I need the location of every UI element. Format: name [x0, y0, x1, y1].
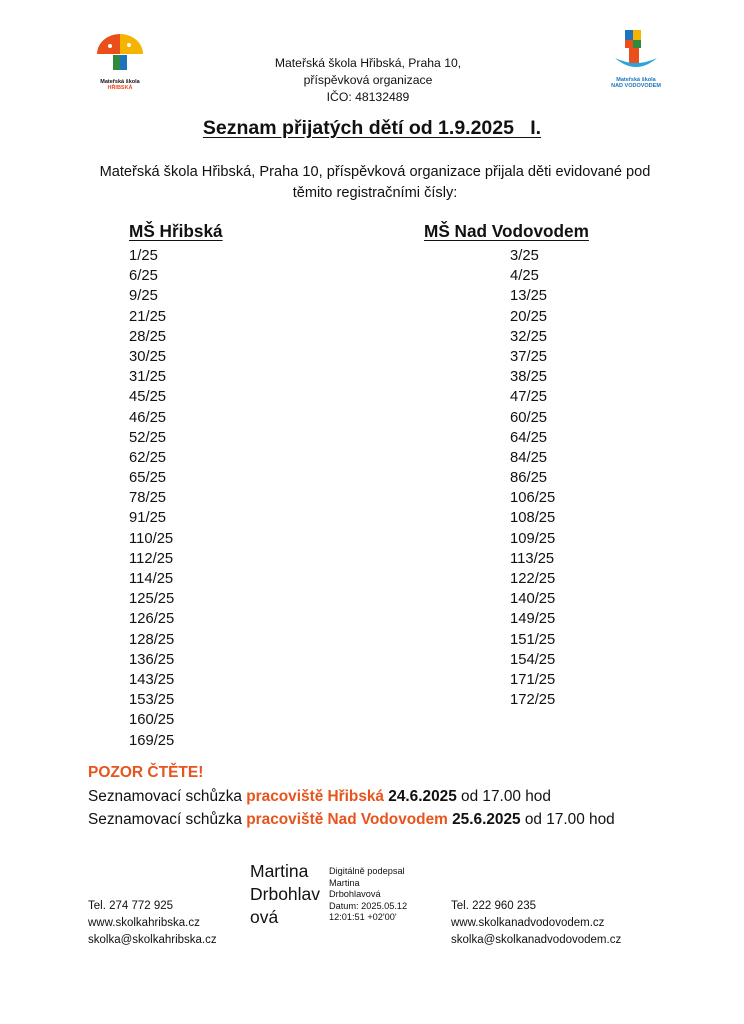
logo-caption-line2: NAD VODOVODEM: [611, 83, 661, 89]
registration-number: 45/25: [129, 389, 167, 406]
meeting-line-nad-vodovodem: [88, 811, 615, 829]
registration-number: 160/25: [129, 712, 175, 729]
school-header: [250, 55, 486, 106]
website-link[interactable]: www.skolkahribska.cz: [88, 917, 200, 929]
meeting-location: pracoviště Hřibská: [246, 788, 384, 805]
mushroom-logo-icon: [94, 30, 146, 74]
registration-number: 153/25: [129, 692, 175, 709]
registration-number: 149/25: [510, 611, 556, 628]
email-link[interactable]: skolka@skolkanadvodovodem.cz: [451, 934, 622, 946]
registration-number: 60/25: [510, 409, 548, 426]
warning-heading: POZOR ČTĚTE!: [88, 764, 204, 781]
logo-caption: [90, 79, 150, 91]
registration-number: 78/25: [129, 490, 167, 507]
signature-info-line3: Drbohlavová: [329, 889, 381, 900]
registration-number: 151/25: [510, 631, 556, 648]
phone-number: Tel. 274 772 925: [88, 900, 174, 912]
registration-number: 21/25: [129, 308, 167, 325]
meeting-location: pracoviště Nad Vodovodem: [246, 811, 448, 828]
column-nad-vodovodem: [424, 219, 614, 710]
registration-number: 47/25: [510, 389, 548, 406]
signature-name-line3: ová: [250, 907, 279, 927]
registration-number: 28/25: [129, 328, 167, 345]
registration-number: 30/25: [129, 348, 167, 365]
registration-number: 106/25: [510, 490, 556, 507]
meeting-prefix: Seznamovací schůzka: [88, 788, 247, 805]
registration-number: 114/25: [129, 571, 174, 587]
meeting-time: od 17.00 hod: [520, 811, 615, 828]
registration-number: 31/25: [129, 369, 167, 386]
registration-number: 172/25: [510, 692, 556, 709]
registration-number: 84/25: [510, 449, 548, 466]
registration-number: 37/25: [510, 348, 548, 365]
registration-number: 20/25: [510, 308, 548, 325]
registration-number: 108/25: [510, 510, 556, 527]
header-line1: Mateřská škola Hřibská, Praha 10,: [274, 56, 462, 70]
meeting-date: 25.6.2025: [452, 811, 521, 828]
intro-line2: těmito registračními čísly:: [292, 185, 458, 201]
registration-number: 128/25: [129, 631, 175, 648]
registration-number: 112/25: [129, 550, 174, 567]
registration-number: 126/25: [129, 611, 175, 628]
intro-line1: Mateřská škola Hřibská, Praha 10, příspěvková organizace přijala děti evidované pod: [99, 164, 651, 180]
digital-signature-info: [329, 866, 407, 924]
contact-nad-vodovodem: [451, 898, 621, 949]
header-line2: příspěvková organizace: [303, 73, 433, 87]
contact-hribska: [88, 898, 217, 949]
registration-number: 9/25: [129, 288, 158, 305]
registration-number: 171/25: [510, 671, 556, 688]
website-link[interactable]: www.skolkanadvodovodem.cz: [451, 917, 605, 929]
registration-number: 38/25: [510, 369, 548, 386]
registration-number: 136/25: [129, 651, 175, 668]
registration-number: 1/25: [129, 248, 158, 264]
signature-name: [250, 860, 320, 929]
registration-number: 140/25: [510, 591, 556, 608]
column-heading-hribska: MŠ Hřibská: [129, 221, 223, 241]
header-ico: IČO: 48132489: [326, 90, 410, 104]
column-heading-nad-vodovodem: MŠ Nad Vodovodem: [424, 221, 589, 241]
registration-number: 65/25: [129, 470, 167, 487]
registration-number: 91/25: [129, 510, 167, 527]
registration-number: 46/25: [129, 409, 167, 426]
registration-number: 52/25: [129, 429, 167, 446]
registration-list-nad-vodovodem: [424, 246, 614, 710]
email-link[interactable]: skolka@skolkahribska.cz: [88, 934, 217, 946]
school-logo-hribska: [94, 30, 146, 90]
logo-caption: [606, 77, 666, 89]
phone-number: Tel. 222 960 235: [451, 900, 537, 912]
registration-number: 154/25: [510, 651, 556, 668]
intro-text: [80, 162, 670, 204]
meeting-prefix: Seznamovací schůzka: [88, 811, 247, 828]
school-logo-nad-vodovodem: [611, 28, 661, 90]
signature-name-line1: Martina: [250, 861, 309, 881]
registration-number: 62/25: [129, 449, 167, 466]
signature-info-line4: Datum: 2025.05.12: [329, 900, 408, 911]
tower-logo-icon: [611, 28, 661, 72]
registration-number: 110/25: [129, 530, 174, 547]
signature-info-line1: Digitálně podepsal: [329, 866, 405, 876]
logo-caption-line2: HŘIBSKÁ: [107, 85, 133, 91]
meeting-time: od 17.00 hod: [456, 788, 551, 805]
registration-number: 4/25: [510, 268, 539, 285]
registration-number: 122/25: [510, 571, 556, 587]
registration-number: 64/25: [510, 429, 548, 446]
column-hribska: [129, 219, 269, 751]
registration-number: 32/25: [510, 328, 548, 345]
registration-number: 125/25: [129, 591, 175, 608]
signature-info-line5: 12:01:51 +02'00': [329, 912, 397, 923]
meeting-line-hribska: [88, 788, 551, 806]
logo-caption-line1: Mateřská škola: [616, 77, 656, 83]
logo-caption-line1: Mateřská škola: [100, 79, 140, 85]
registration-number: 169/25: [129, 732, 175, 749]
signature-info-line2: Martina: [329, 877, 360, 888]
registration-number: 113/25: [510, 550, 555, 567]
registration-number: 6/25: [129, 268, 158, 285]
signature-name-line2: Drbohlav: [250, 884, 321, 904]
registration-number: 109/25: [510, 530, 556, 547]
meeting-date: 24.6.2025: [388, 788, 457, 805]
registration-list-hribska: [129, 246, 269, 751]
page-title: Seznam přijatých dětí od 1.9.2025 I.: [202, 117, 542, 139]
registration-number: 3/25: [510, 248, 539, 264]
registration-number: 86/25: [510, 470, 548, 487]
registration-number: 143/25: [129, 671, 175, 688]
registration-number: 13/25: [510, 288, 548, 305]
